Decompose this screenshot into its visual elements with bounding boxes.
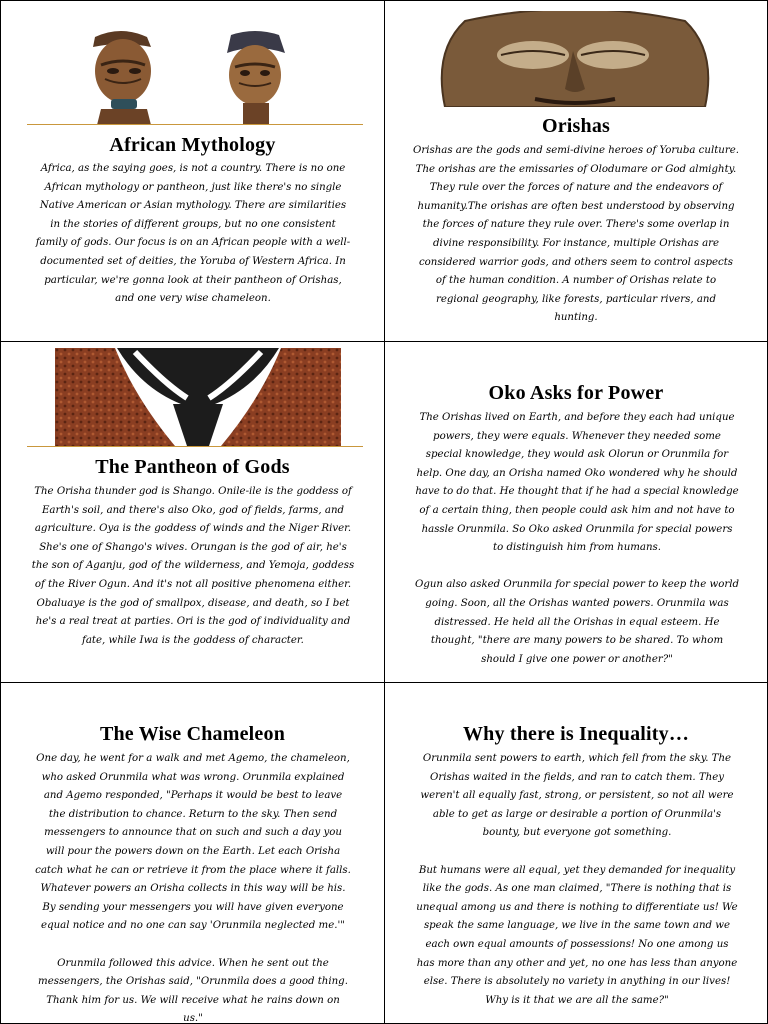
card-body	[35, 750, 351, 1024]
card-body	[415, 750, 739, 1010]
card-pantheon-of-gods	[1, 342, 385, 683]
card-title: Orishas	[541, 115, 611, 137]
card-oko-asks-for-power	[385, 342, 768, 683]
card-title: Why there is Inequality…	[462, 723, 690, 745]
card-body	[413, 142, 739, 328]
card-paragraph: The Orisha thunder god is Shango. Onile-ile is the goddess of Earth's soil, and there's also Oko, god of fields, farms, and agriculture. Oya is the goddess of winds and the Niger River. She's one of Shango's wives. Orungan is the god of air, he's the son of Aganju, god of the wilderness, and Yemoja, goddess of the River Ogun. And it's not all positive phenomena either. Obaluaye is the god of smallpox, disease, and death, so I bet he's a real treat at parties. Ori is the god of individuality and fate, while Iwa is the goddess of character.	[31, 486, 355, 646]
carved-mask-closeup-image	[55, 348, 341, 446]
left-figure	[93, 31, 151, 125]
card-title: The Wise Chameleon	[99, 723, 286, 745]
card-body	[415, 409, 739, 669]
card-why-there-is-inequality	[385, 683, 768, 1024]
card-african-mythology	[1, 1, 385, 342]
card-title: African Mythology	[109, 134, 276, 156]
wooden-mask-image	[425, 11, 725, 107]
card-paragraph: The Orishas lived on Earth, and before they each had unique powers, they were equals. Whenever they needed some special knowledge, they would ask Olorun or Orunmila for help. One day, an Orisha named Oko wondered why he should have to do that. He thought that if he had a special knowledge of a certain thing, then people could ask him and not have to hassle Orunmila. So Oko asked Orunmila for special powers to distinguish him from humans.	[415, 412, 739, 554]
divider-rule	[27, 124, 363, 125]
card-paragraph: Africa, as the saying goes, is not a country. There is no one African mythology or pantheon, just like there's no single Native American or Asian mythology. There are similarities in the stories of different groups, but no one consistent family of gods. Our focus is on an African people with a well-documented set of deities, the Yoruba of Western Africa. In particular, we're gonna look at their pantheon of Orishas, and one very wise chameleon.	[35, 163, 351, 305]
card-body	[31, 483, 355, 650]
card-orishas	[385, 1, 768, 342]
card-paragraph: Orunmila sent powers to earth, which fell from the sky. The Orishas waited in the fields, and ran to catch them. They weren't all equally fast, strong, or persistent, so not all were able to get as large or desirable a portion of Orunmila's bounty, but everyone got something.	[420, 753, 734, 839]
carved-twin-figures-image	[81, 27, 311, 125]
card-paragraph: One day, he went for a walk and met Agemo, the chameleon, who asked Orunmila what was wrong. Orunmila explained and Agemo responded, "Perhaps it would be best to leave the distribution to chance. Return to the sky. Then send messengers to announce that on such and such a day you will pour the powers down on the Earth. Let each Orisha catch what he can or retrieve it from the place where it falls. Whatever powers an Orisha collects in this way will be his. By sending your messengers you will have given everyone equal notice and no one can say 'Orunmila neglected me.'"	[35, 753, 351, 932]
card-wise-chameleon	[1, 683, 385, 1024]
right-figure	[227, 31, 285, 125]
card-paragraph: Ogun also asked Orunmila for special power to keep the world going. Soon, all the Orishas wanted powers. Orunmila was distressed. He held all the Orishas in equal esteem. He thought, "there are many powers to be shared. To whom should I give one power or another?"	[415, 579, 739, 665]
card-title: The Pantheon of Gods	[95, 456, 290, 478]
card-paragraph: Orunmila followed this advice. When he sent out the messengers, the Orishas said, "Orunmila does a good thing. Thank him for us. We will receive what he rains down on us."	[38, 957, 348, 1024]
card-paragraph: But humans were all equal, yet they demanded for inequality like the gods. As one man claimed, "There is nothing that is unequal among us and there is nothing to differentiate us! We speak the same language, we live in the same town and we each own equal amounts of possessions! No one among us has more than any other and yet, no one has less than anyone else. There is absolutely no variety in anything in our lives! Why is it that we are all the same?"	[416, 864, 738, 1006]
card-title: Oko Asks for Power	[488, 382, 664, 404]
divider-rule	[27, 446, 363, 447]
card-paragraph: Orishas are the gods and semi-divine heroes of Yoruba culture. The orishas are the emissaries of Olodumare or God almighty. They rule over the forces of nature and the endeavors of humanity.The orishas are often best understood by observing the forces of nature they rule over. There's some overlap in divine responsibility. For instance, multiple Orishas are considered warrior gods, and others seem to control aspects of the human condition. A number of Orishas relate to regional geography, like forests, particular rivers, and hunting.	[413, 145, 740, 324]
card-body	[35, 160, 351, 309]
